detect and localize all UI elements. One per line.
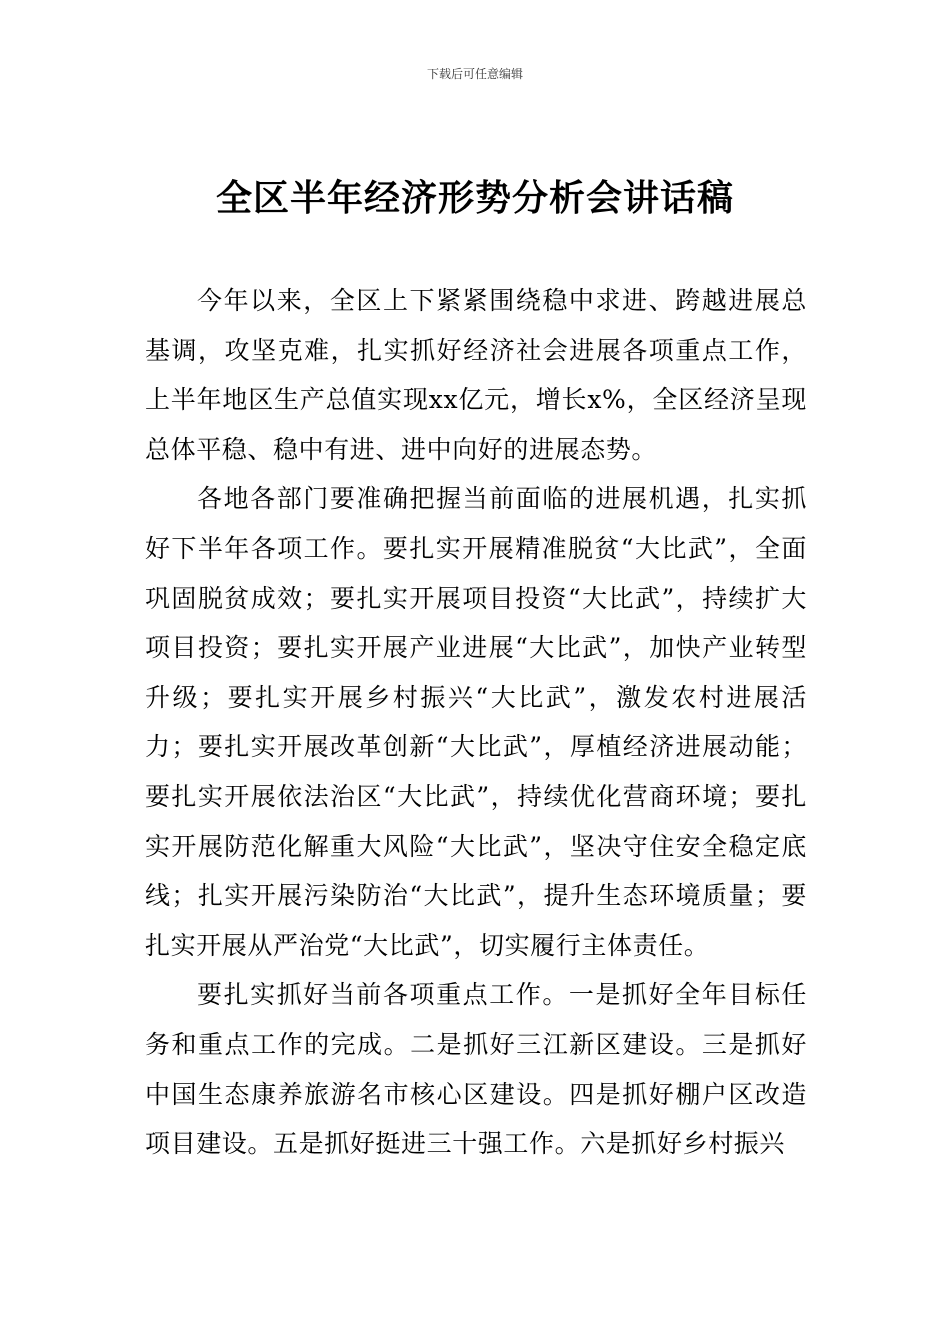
paragraph-3: 要扎实抓好当前各项重点工作。一是抓好全年目标任务和重点工作的完成。二是抓好三江新区建设。三是抓好中国生态康养旅游名市核心区建设。四是抓好棚户区改造项目建设。五是抓好挺进三十强工作。六是抓好乡村振兴	[145, 980, 807, 1159]
header-note: 下载后可任意编辑	[426, 67, 523, 81]
paragraph-1: 今年以来，全区上下紧紧围绕稳中求进、跨越进展总基调，攻坚克难，扎实抓好经济社会进展各项重点工作，上半年地区生产总值实现xx亿元，增长x%，全区经济呈现总体平稳、稳中有进、进中向好的进展态势。	[145, 286, 807, 464]
document-title: 全区半年经济形势分析会讲话稿	[215, 178, 734, 219]
document-body	[145, 276, 807, 1169]
paragraph-2: 各地各部门要准确把握当前面临的进展机遇，扎实抓好下半年各项工作。要扎实开展精准脱贫“大比武”，全面巩固脱贫成效；要扎实开展项目投资“大比武”，持续扩大项目投资；要扎实开展产业进展“大比武”，加快产业转型升级；要扎实开展乡村振兴“大比武”，激发农村进展活力；要扎实开展改革创新“大比武”，厚植经济进展动能；要扎实开展依法治区“大比武”，持续优化营商环境；要扎实开展防范化解重大风险“大比武”，坚决守住安全稳定底线；扎实开展污染防治“大比武”，提升生态环境质量；要扎实开展从严治党“大比武”，切实履行主体责任。	[145, 484, 807, 960]
